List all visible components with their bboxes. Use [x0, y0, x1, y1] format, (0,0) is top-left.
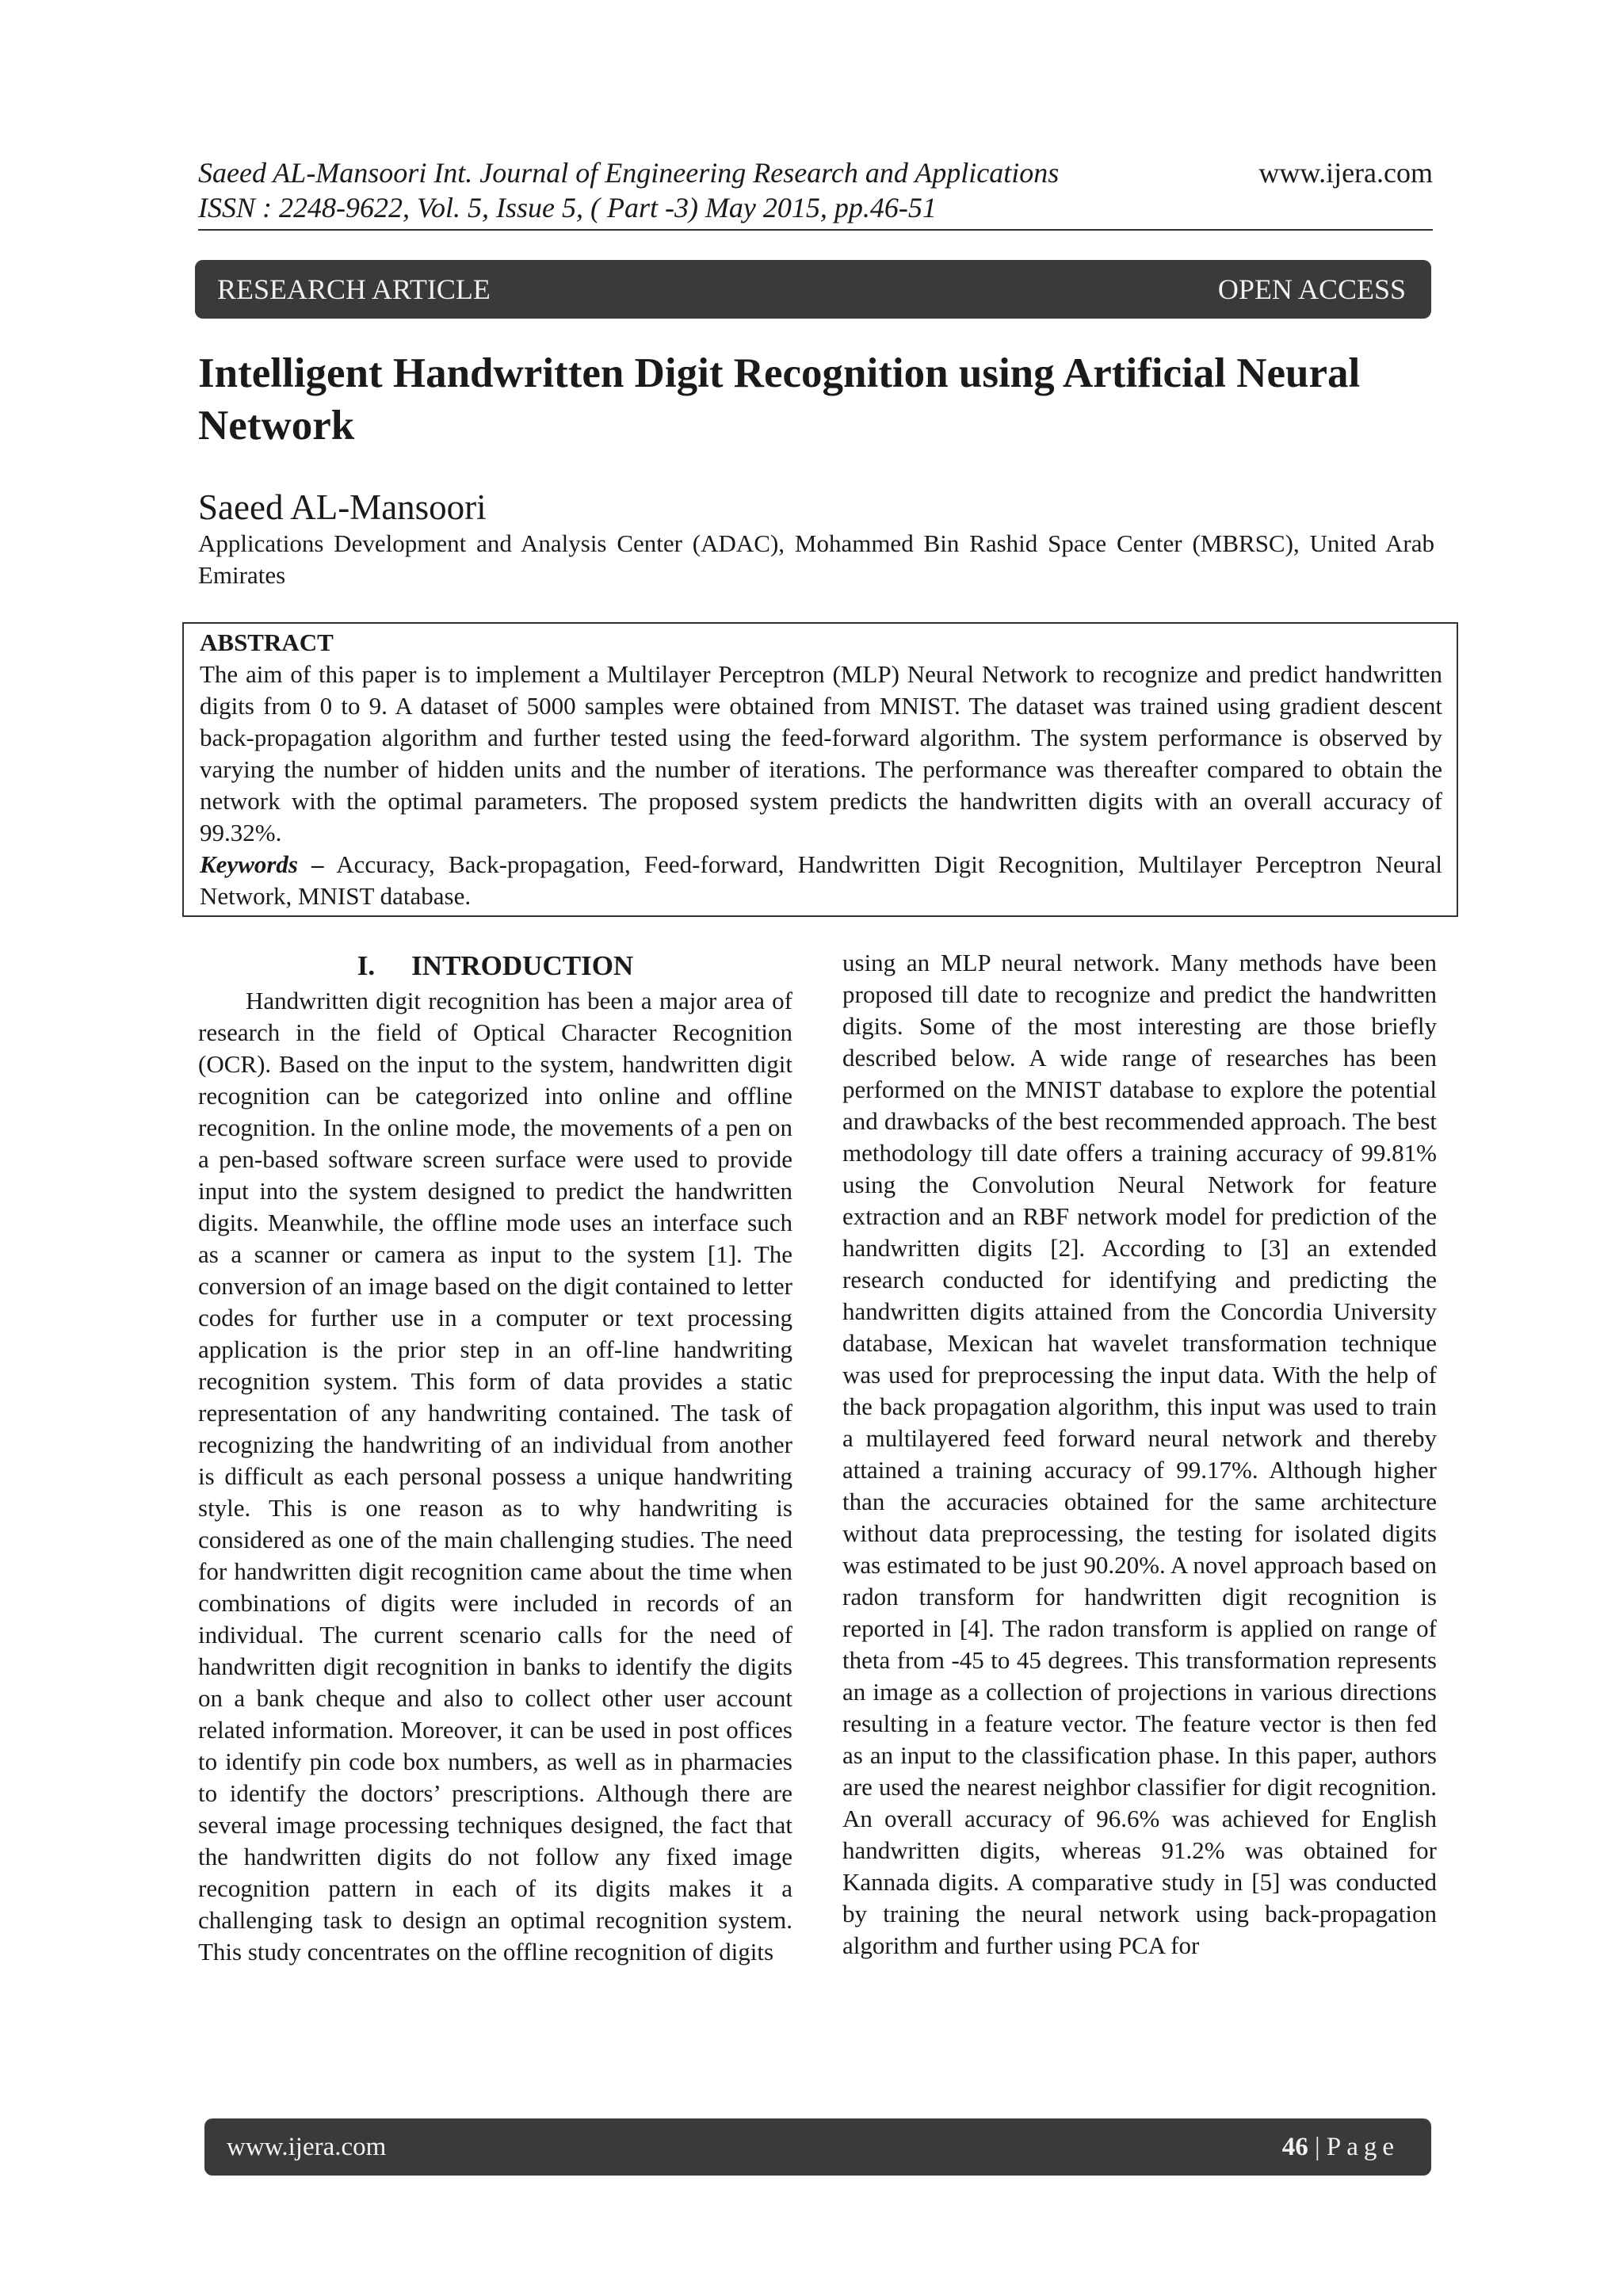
open-access-label: OPEN ACCESS	[1217, 273, 1406, 305]
journal-header-line2: ISSN : 2248-9622, Vol. 5, Issue 5, ( Part -3) May 2015, pp.46-51	[198, 192, 937, 223]
author-name: Saeed AL-Mansoori	[198, 487, 487, 527]
abstract-heading: ABSTRACT	[200, 628, 334, 656]
keywords-label: Keywords –	[200, 850, 324, 878]
page-indicator	[1282, 2133, 1400, 2162]
keywords-list: Accuracy, Back-propagation, Feed-forward, Handwritten Digit Recognition, Multilayer Perceptron Neural Network, MNIST database.	[200, 850, 1443, 910]
section-number: I.	[357, 950, 376, 981]
footer-website-link[interactable]: www.ijera.com	[227, 2132, 387, 2161]
header-website-link[interactable]: www.ijera.com	[1258, 157, 1433, 189]
page-label: Page	[1326, 2132, 1400, 2161]
right-column	[842, 947, 1437, 1962]
article-type-banner	[195, 260, 1431, 319]
page-number: 46	[1281, 2132, 1308, 2161]
paper-title: Intelligent Handwritten Digit Recognition using Artificial Neural Network	[198, 350, 1361, 449]
left-column	[198, 947, 792, 1968]
research-article-label: RESEARCH ARTICLE	[217, 273, 491, 305]
keywords-line	[200, 849, 1442, 912]
abstract-box	[182, 622, 1458, 917]
section-heading-introduction	[198, 947, 792, 985]
journal-header-line1: Saeed AL-Mansoori Int. Journal of Engineering Research and Applications	[198, 157, 1060, 189]
header-rule	[198, 229, 1433, 231]
section-title: INTRODUCTION	[411, 950, 634, 981]
author-affiliation: Applications Development and Analysis Center (ADAC), Mohammed Bin Rashid Space Center (MBRSC), United Arab Emirates	[198, 529, 1434, 589]
page-footer	[204, 2118, 1431, 2176]
page-separator: |	[1308, 2132, 1327, 2161]
abstract-text: The aim of this paper is to implement a Multilayer Perceptron (MLP) Neural Network to recognize and predict handwritten digits from 0 to 9. A dataset of 5000 samples were obtained from MNIST. The dataset was trained using gradient descent back-propagation algorithm and further tested using the feed-forward algorithm. The system performance is observed by varying the number of hidden units and the number of iterations. The performance was thereafter compared to obtain the network with the optimal parameters. The proposed system predicts the handwritten digits with an overall accuracy of 99.32%.	[200, 660, 1442, 846]
intro-paragraph-left: Handwritten digit recognition has been a major area of research in the field of Optical Character Recognition (OCR). Based on the input to the system, handwritten digit recognition can be categorized into online and offline recognition. In the online mode, the movements of a pen on a pen-based software screen surface were used to provide input into the system designed to predict the handwritten digits. Meanwhile, the offline mode uses an interface such as a scanner or camera as input to the system [1]. The conversion of an image based on the digit contained to letter codes for further use in a computer or text processing application is the prior step in an off-line handwriting recognition system. This form of data provides a static representation of any handwriting contained. The task of recognizing the handwriting of an individual from another is difficult as each personal possess a unique handwriting style. This is one reason as to why handwriting is considered as one of the main challenging studies. The need for handwritten digit recognition came about the time when combinations of digits were included in records of an individual. The current scenario calls for the need of handwritten digit recognition in banks to identify the digits on a bank cheque and also to collect other user account related information. Moreover, it can be used in post offices to identify pin code box numbers, as well as in pharmacies to identify the doctors’ prescriptions. Although there are several image processing techniques designed, the fact that the handwritten digits do not follow any fixed image recognition pattern in each of its digits makes it a challenging task to design an optimal recognition system. This study concentrates on the offline recognition of digits	[198, 987, 792, 1966]
intro-paragraph-right: using an MLP neural network. Many methods have been proposed till date to recognize and predict the handwritten digits. Some of the most interesting are those briefly described below. A wide range of researches has been performed on the MNIST database to explore the potential and drawbacks of the best recommended approach. The best methodology till date offers a training accuracy of 99.81% using the Convolution Neural Network for feature extraction and an RBF network model for prediction of the handwritten digits [2]. According to [3] an extended research conducted for identifying and predicting the handwritten digits attained from the Concordia University database, Mexican hat wavelet transformation technique was used for preprocessing the input data. With the help of the back propagation algorithm, this input was used to train a multilayered feed forward neural network and thereby attained a training accuracy of 99.17%. Although higher than the accuracies obtained for the same architecture without data preprocessing, the testing for isolated digits was estimated to be just 90.20%. A novel approach based on radon transform for handwritten digit recognition is reported in [4]. The radon transform is applied on range of theta from -45 to 45 degrees. This transformation represents an image as a collection of projections in various directions resulting in a feature vector. The feature vector is then fed as an input to the classification phase. In this paper, authors are used the nearest neighbor classifier for digit recognition. An overall accuracy of 96.6% was achieved for English handwritten digits, whereas 91.2% was obtained for Kannada digits. A comparative study in [5] was conducted by training the neural network using back-propagation algorithm and further using PCA for	[842, 949, 1437, 1959]
